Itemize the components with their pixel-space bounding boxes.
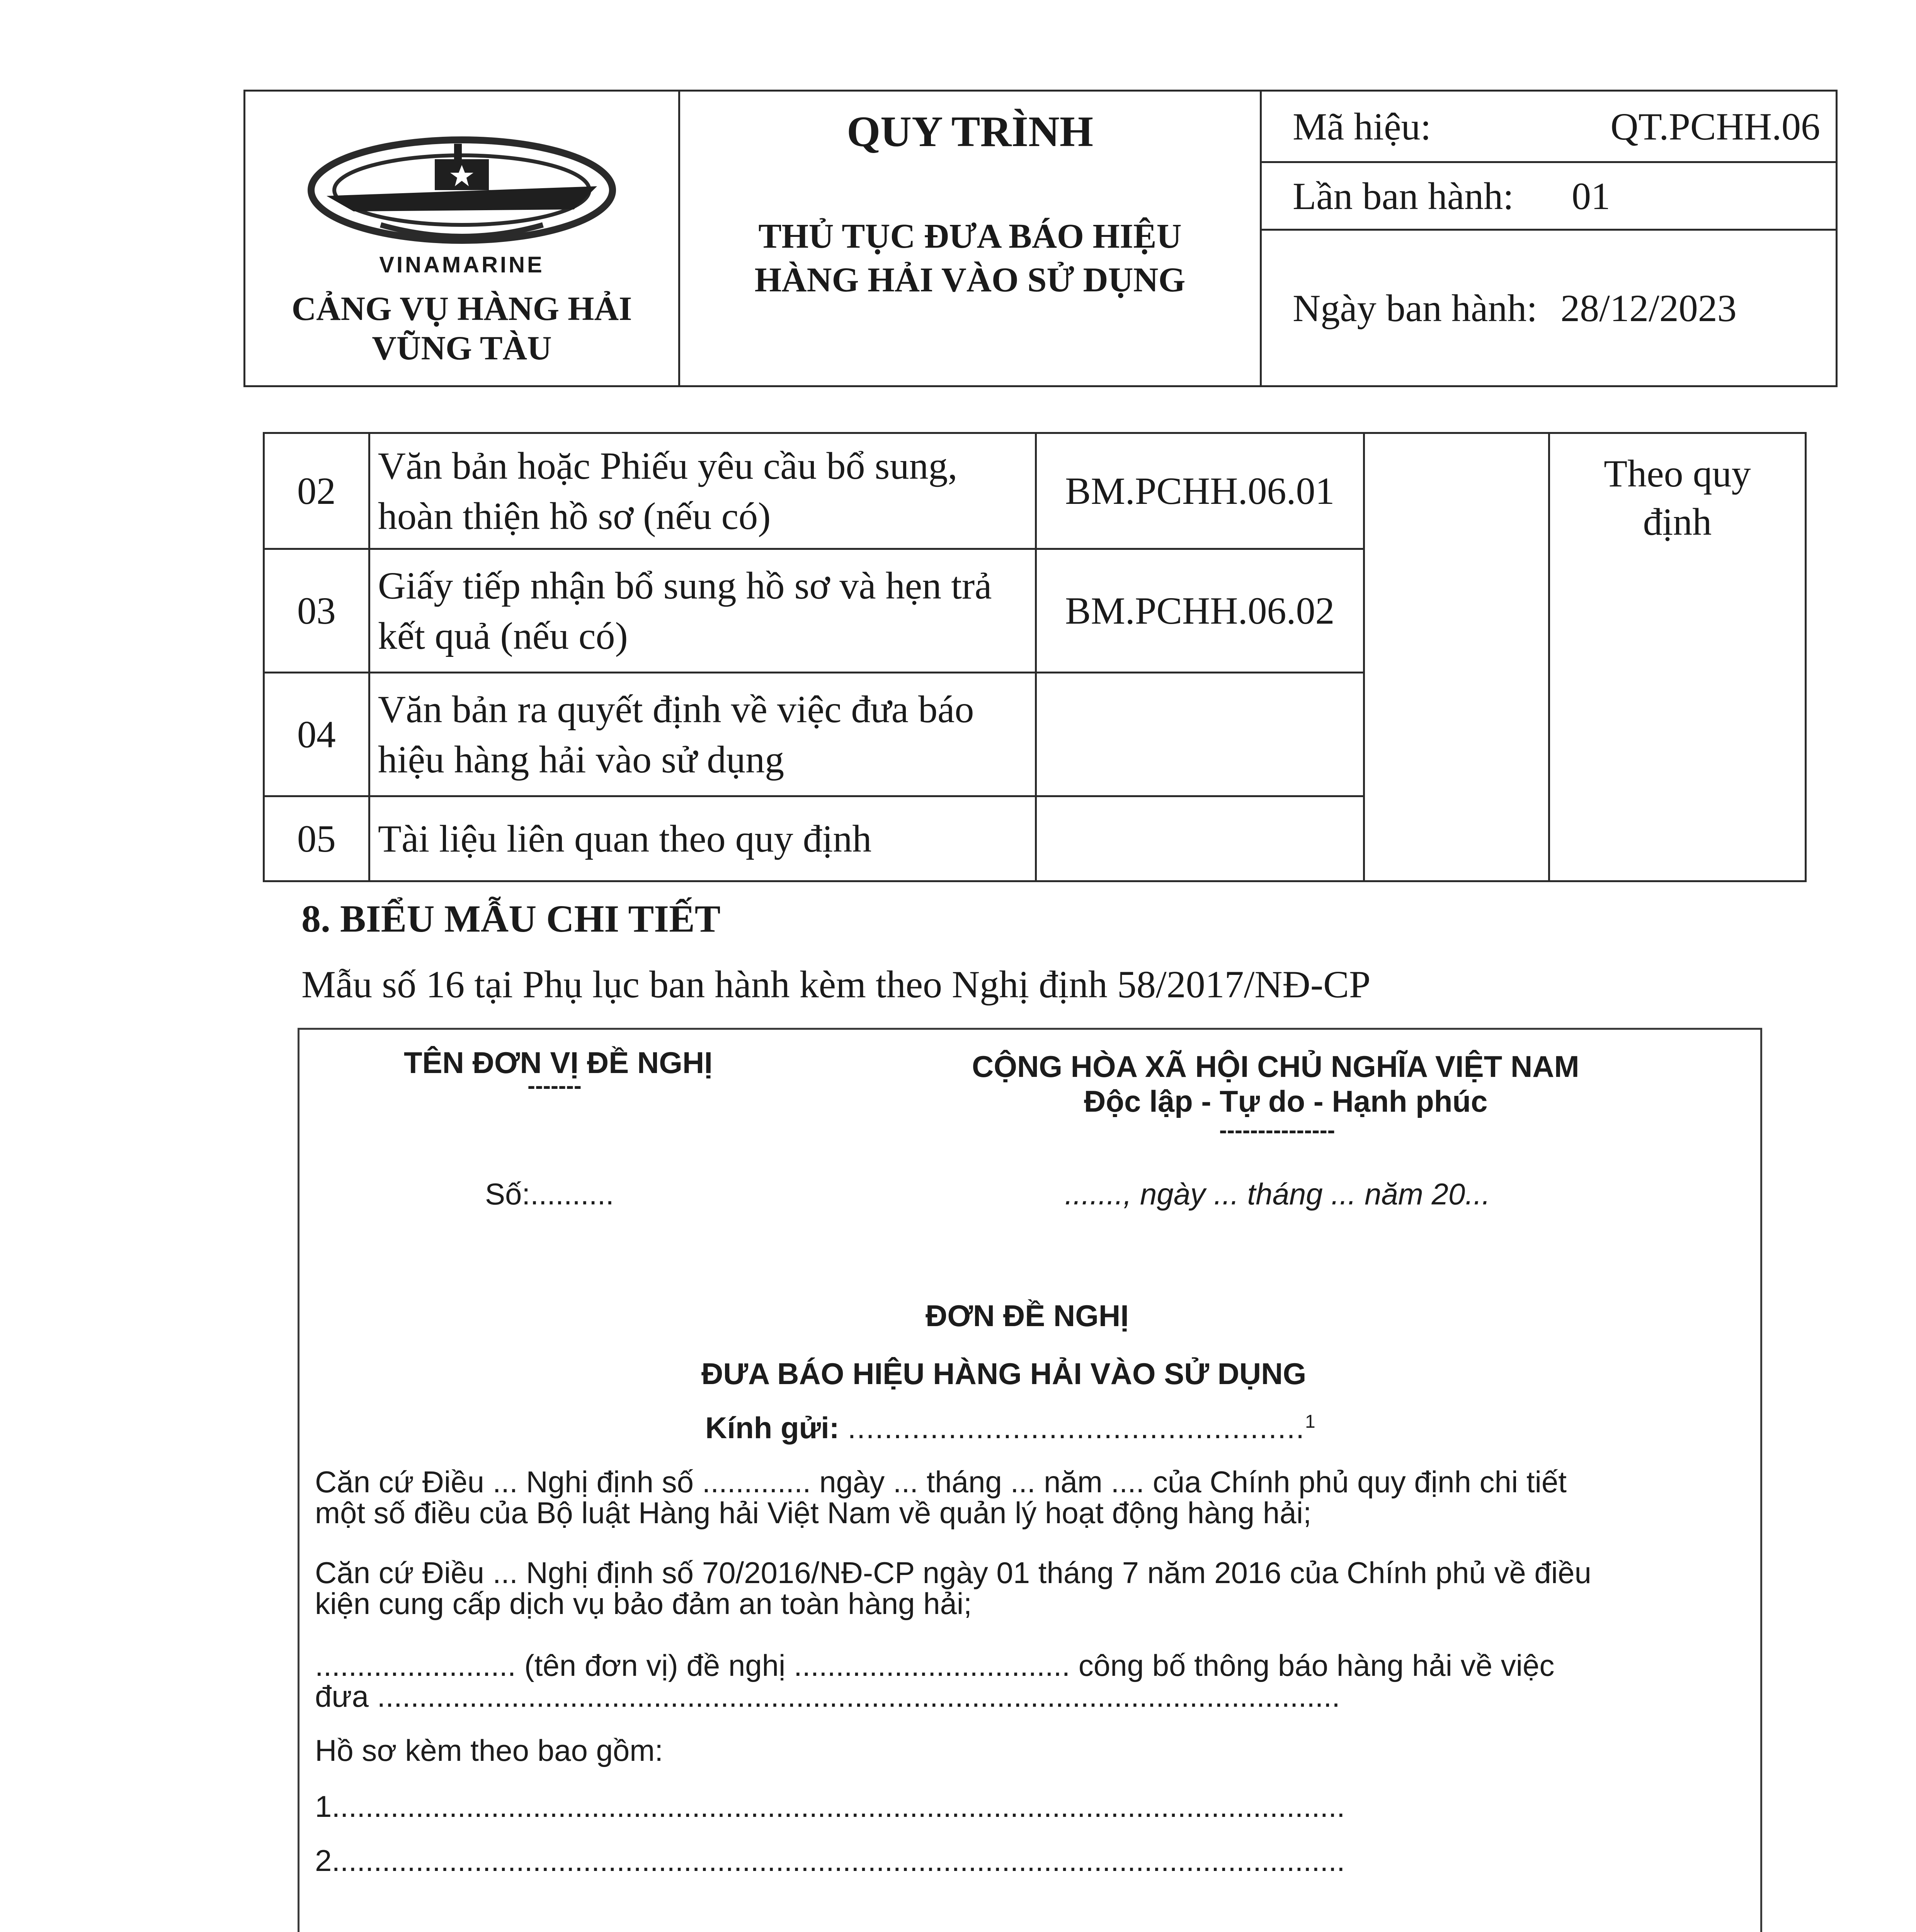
record-name — [369, 549, 1036, 673]
form-subtitle: ĐƯA BÁO HIỆU HÀNG HẢI VÀO SỬ DỤNG — [701, 1357, 1307, 1391]
code-label: Mã hiệu: — [1293, 105, 1431, 148]
record-num: 02 — [264, 433, 369, 549]
record-name — [369, 433, 1036, 549]
code-value: QT.PCHH.06 — [1610, 105, 1820, 148]
doc-title-line1: THỦ TỤC ĐƯA BÁO HIỆU — [758, 217, 1182, 255]
org-name-line1: CẢNG VỤ HÀNG HẢI — [291, 290, 632, 328]
paragraph-1-line2: một số điều của Bộ luật Hàng hải Việt Nam về quản lý hoạt động hàng hải; — [315, 1496, 1312, 1530]
paragraph-1-line1: Căn cứ Điều ... Nghị định số ............. ngày ... tháng ... năm .... của Chính phủ quy định chi tiết — [315, 1465, 1567, 1499]
record-name-line1: Tài liệu liên quan theo quy định — [378, 817, 872, 860]
document-header — [243, 90, 1838, 387]
record-name-line1: Văn bản ra quyết định về việc đưa báo — [378, 687, 974, 731]
note-line1: Theo quy — [1604, 452, 1751, 495]
attachment-item-2: 2......................................................................................................................... — [315, 1844, 1345, 1878]
paragraph-2-line2: kiện cung cấp dịch vụ bảo đảm an toàn hàng hải; — [315, 1587, 972, 1621]
paragraph-3-line1: ........................ (tên đơn vị) đề nghị ................................. công bố thông báo hàng hải về việc — [315, 1648, 1555, 1682]
doc-title-line2: HÀNG HẢI VÀO SỬ DỤNG — [754, 260, 1186, 299]
record-blank-column — [1364, 433, 1549, 881]
date-cell — [1261, 230, 1837, 386]
application-form — [298, 1028, 1762, 1932]
record-name-line1: Giấy tiếp nhận bổ sung hồ sơ và hẹn trả — [378, 564, 992, 607]
unit-dash: ------- — [527, 1073, 582, 1099]
table-row — [264, 433, 1806, 549]
record-note — [1549, 433, 1805, 881]
attachment-item-1: 1......................................................................................................................... — [315, 1789, 1345, 1823]
unit-name: TÊN ĐƠN VỊ ĐỀ NGHỊ — [404, 1046, 713, 1080]
document-number: Số:.......... — [485, 1177, 614, 1211]
section-subheading: Mẫu số 16 tại Phụ lục ban hành kèm theo Nghị định 58/2017/NĐ-CP — [301, 963, 1371, 1006]
record-code: BM.PCHH.06.02 — [1036, 549, 1364, 673]
record-name-line1: Văn bản hoặc Phiếu yêu cầu bổ sung, — [378, 444, 958, 487]
motto-dash: --------------- — [1219, 1117, 1335, 1143]
issue-value: 01 — [1572, 174, 1611, 218]
date-value: 28/12/2023 — [1560, 286, 1737, 330]
record-num: 05 — [264, 796, 369, 881]
record-name-line2: hoàn thiện hồ sơ (nếu có) — [378, 494, 771, 537]
motto: Độc lập - Tự do - Hạnh phúc — [1084, 1084, 1488, 1118]
attachments-label: Hồ sơ kèm theo bao gồm: — [315, 1733, 663, 1767]
record-num: 03 — [264, 549, 369, 673]
kinh-gui — [705, 1410, 1315, 1446]
issue-label: Lần ban hành: — [1293, 174, 1514, 218]
record-name-line2: kết quả (nếu có) — [378, 614, 628, 657]
title-cell — [679, 91, 1261, 386]
date-line: ......., ngày ... tháng ... năm 20... — [1065, 1177, 1491, 1211]
record-code — [1036, 673, 1364, 796]
kinh-gui-dots: .................................................. — [847, 1411, 1305, 1445]
record-num: 04 — [264, 673, 369, 796]
paragraph-3-line2: đưa ................................................................................................................... — [315, 1679, 1340, 1713]
record-name-line2: hiệu hàng hải vào sử dụng — [378, 738, 784, 781]
record-code: BM.PCHH.06.01 — [1036, 433, 1364, 549]
record-name — [369, 796, 1036, 881]
date-label: Ngày ban hành: — [1293, 286, 1538, 330]
note-line2: định — [1643, 500, 1712, 543]
paragraph-2-line1: Căn cứ Điều ... Nghị định số 70/2016/NĐ-CP ngày 01 tháng 7 năm 2016 của Chính phủ về điều — [315, 1556, 1591, 1590]
org-cell — [245, 91, 679, 386]
form-title: ĐƠN ĐỀ NGHỊ — [926, 1299, 1129, 1333]
issue-cell — [1261, 162, 1837, 230]
org-name-line2: VŨNG TÀU — [372, 329, 552, 367]
kinh-gui-label: Kính gửi: — [705, 1411, 839, 1445]
record-name — [369, 673, 1036, 796]
doc-type: QUY TRÌNH — [847, 108, 1093, 156]
records-table — [263, 432, 1807, 882]
code-cell — [1261, 91, 1837, 162]
record-code — [1036, 796, 1364, 881]
kinh-gui-footnote: 1 — [1305, 1412, 1315, 1432]
republic-title: CỘNG HÒA XÃ HỘI CHỦ NGHĨA VIỆT NAM — [972, 1049, 1579, 1083]
section-heading: 8. BIỂU MẪU CHI TIẾT — [301, 897, 721, 940]
vinamarine-logo — [303, 132, 620, 256]
logo-text: VINAMARINE — [379, 252, 545, 278]
